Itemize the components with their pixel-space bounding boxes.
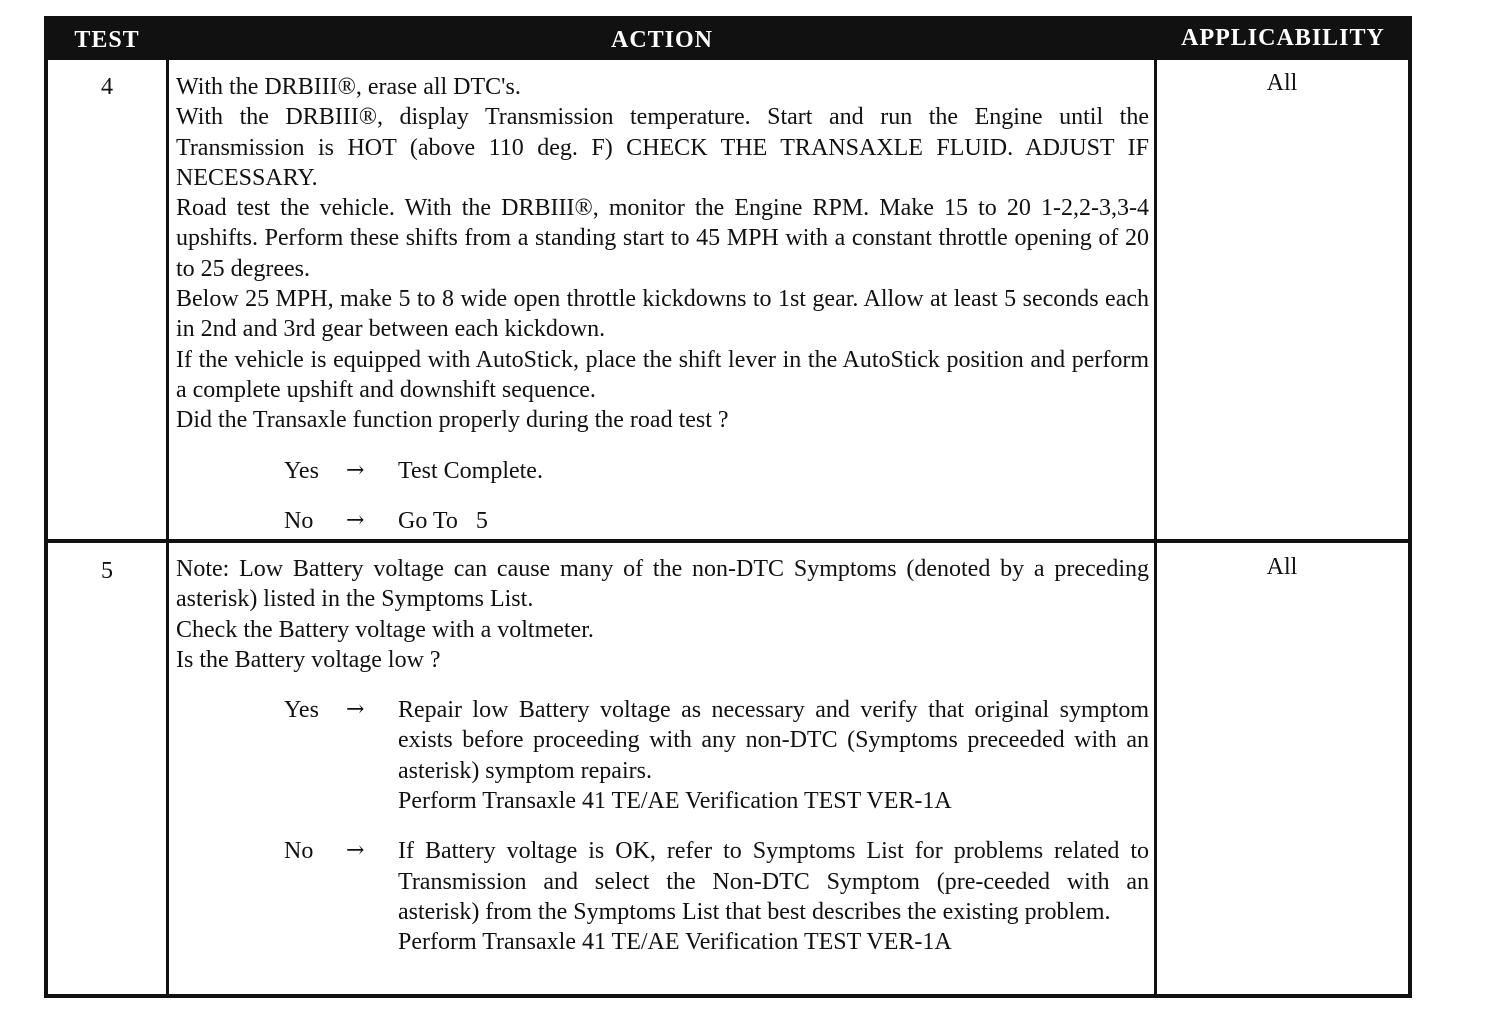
test-number: 4	[101, 74, 113, 100]
action-paragraph: With the DRBIII®, erase all DTC's.	[176, 74, 521, 100]
answer-label: No	[284, 507, 314, 534]
branch-result-followup: Perform Transaxle 41 TE/AE Verification TEST VER-1A	[398, 788, 952, 815]
answer-label: Yes	[284, 457, 319, 484]
header-test: TEST	[74, 27, 140, 53]
branch-yes	[176, 456, 1149, 486]
arrow-right-icon: →	[346, 838, 365, 864]
action-paragraph: Road test the vehicle. With the DRBIII®, monitor the Engine RPM. Make 15 to 20 1-2,2-3,3-4 upshifts. Perform these shifts from a standing start to 45 MPH with a constant throttle opening of 20 to 25 degrees.	[176, 195, 1149, 282]
action-paragraph: If the vehicle is equipped with AutoStick, place the shift lever in the AutoStick position and perform a complete upshift and downshift sequence.	[176, 346, 1149, 403]
branch-result: If Battery voltage is OK, refer to Symptoms List for problems related to Transmission and select the Non-DTC Symptom (pre-ceeded with an asterisk) from the Symptoms List that best describes the existing problem.	[398, 838, 1149, 925]
action-paragraph: With the DRBIII®, display Transmission temperature. Start and run the Engine until the Transmission is HOT (above 110 deg. F) CHECK THE TRANSAXLE FLUID. ADJUST IF NECESSARY.	[176, 104, 1149, 191]
action-paragraph: Below 25 MPH, make 5 to 8 wide open throttle kickdowns to 1st gear. Allow at least 5 seconds each in 2nd and 3rd gear between each kickdown.	[176, 286, 1149, 343]
diagnostic-table	[44, 16, 1412, 998]
applicability-value: All	[1266, 554, 1298, 580]
arrow-right-icon: →	[346, 457, 365, 483]
test-number: 5	[101, 558, 113, 584]
answer-label: Yes	[284, 697, 319, 724]
branch-result: Test Complete.	[398, 457, 543, 484]
table-header	[48, 20, 1408, 60]
branch-result: Repair low Battery voltage as necessary and verify that original symptom exists before proceeding with any non-DTC (Symptoms preceeded with an asterisk) symptom repairs.	[398, 697, 1149, 784]
action-cell	[176, 72, 1149, 536]
column-divider	[1154, 60, 1157, 998]
column-divider	[166, 60, 169, 998]
branch-no	[176, 836, 1149, 957]
action-paragraph: Did the Transaxle function properly during the road test ?	[176, 407, 729, 434]
branch-result-followup: Perform Transaxle 41 TE/AE Verification TEST VER-1A	[398, 929, 952, 956]
action-paragraph: Note: Low Battery voltage can cause many of the non-DTC Symptoms (denoted by a preceding asterisk) listed in the Symptoms List.	[176, 556, 1149, 613]
action-paragraph: Check the Battery voltage with a voltmeter.	[176, 616, 594, 643]
action-paragraph: Is the Battery voltage low ?	[176, 646, 441, 673]
answer-label: No	[284, 838, 314, 865]
header-applicability: APPLICABILITY	[1181, 25, 1385, 51]
header-action: ACTION	[610, 27, 713, 53]
arrow-right-icon: →	[346, 507, 365, 533]
branch-no	[176, 506, 1149, 536]
branch-result: Go To 5	[398, 507, 488, 534]
applicability-value: All	[1266, 70, 1298, 96]
arrow-right-icon: →	[346, 697, 365, 723]
branch-yes	[176, 695, 1149, 816]
action-cell	[176, 554, 1149, 958]
row-divider	[48, 539, 1408, 543]
